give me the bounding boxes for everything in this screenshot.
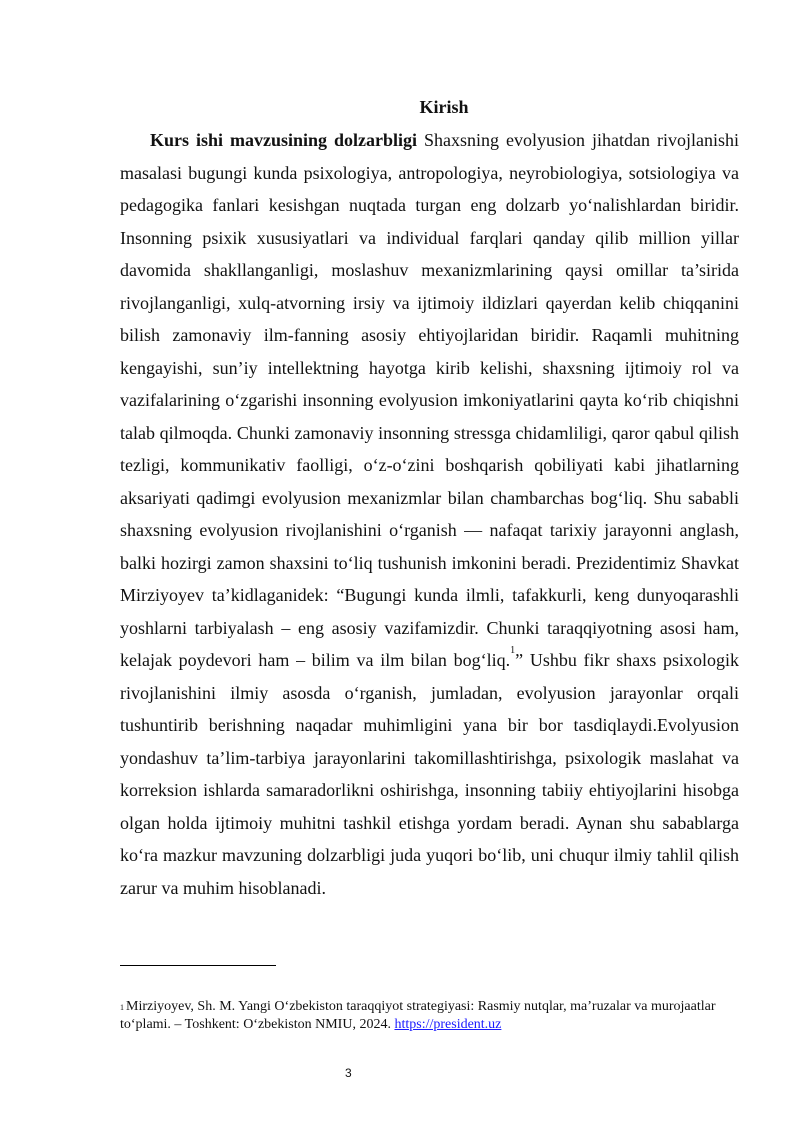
footnote-divider (120, 965, 276, 966)
footnote (120, 998, 750, 1034)
paragraph-lead: Kurs ishi mavzusining dolzarbligi (150, 130, 418, 150)
paragraph-text-part-2: ” Ushbu fikr shaxs psixologik rivojlanishini ilmiy asosda o‘rganish, jumladan, evolyusion jarayonlar orqali tushuntirib berishning naqadar muhimligini yana bir bor tasdiqlaydi.Evolyusion yondashuv ta’lim-tarbiya jarayonlarini takomillashtirishga, psixologik maslahat va korreksion ishlarda samaradorlikni oshirishga, insonning tabiiy ehtiyojlarini hisobga olgan holda ijtimoiy muhitni tashkil etishga yordam beradi. Aynan shu sabablarga ko‘ra mazkur mavzuning dolzarbligi juda yuqori bo‘lib, uni chuqur ilmiy tahlil qilish zarur va muhim hisoblanadi. (120, 650, 739, 898)
footnote-reference[interactable]: 1 (510, 645, 516, 656)
section-heading: Kirish (419, 97, 469, 117)
page-number: 3 (345, 1066, 352, 1080)
paragraph-text-part-1: Shaxsning evolyusion jihatdan rivojlanishi masalasi bugungi kunda psixologiya, antropologiya, neyrobiologiya, sotsiologiya va pedagogika fanlari kesishgan nuqtada turgan eng dolzarb yo‘nalishlardan biridir. Insonning psixik xususiyatlari va individual farqlari qanday qilib million yillar davomida shakllanganligi, moslashuv mexanizmlarining qaysi omillar ta’sirida rivojlanganligi, xulq-atvorning irsiy va ijtimoiy ildizlari qayerdan kelib chiqqanini bilish zamonaviy ilm-fanning asosiy ehtiyojlaridan biridir. Raqamli muhitning kengayishi, sun’iy intellektning hayotga kirib kelishi, shaxsning ijtimoiy rol va vazifalarining o‘zgarishi insonning evolyusion imkoniyatlarini qayta ko‘rib chiqishni talab qilmoqda. Chunki zamonaviy insonning stressga chidamliligi, qaror qabul qilish tezligi, kommunikativ faolligi, o‘z-o‘zini boshqarish qobiliyati kabi jihatlarning aksariyati qadimgi evolyusion mexanizmlar bilan chambarchas bog‘liq. Shu sababli shaxsning evolyusion rivojlanishini o‘rganish — nafaqat tarixiy jarayonni anglash, balki hozirgi zamon shaxsini to‘liq tushunish imkonini beradi. Prezidentimiz Shavkat Mirziyoyev ta’kidlaganidek: “Bugungi kunda ilmli, tafakkurli, keng dunyoqarashli yoshlarni tarbiyalash – eng asosiy vazifamizdir. Chunki taraqqiyotning asosi ham, kelajak poydevori ham – bilim va ilm bilan bog‘liq. (120, 130, 739, 670)
footnote-link[interactable]: https://president.uz (394, 1017, 502, 1032)
body-paragraph (120, 124, 739, 904)
footnote-text: Mirziyoyev, Sh. M. Yangi O‘zbekiston taraqqiyot strategiyasi: Rasmiy nutqlar, ma’ruzalar va murojaatlar to‘plami. – Toshkent: O‘zbekiston NMIU, 2024. (120, 999, 716, 1032)
footnote-mark: 1 (120, 1003, 124, 1012)
